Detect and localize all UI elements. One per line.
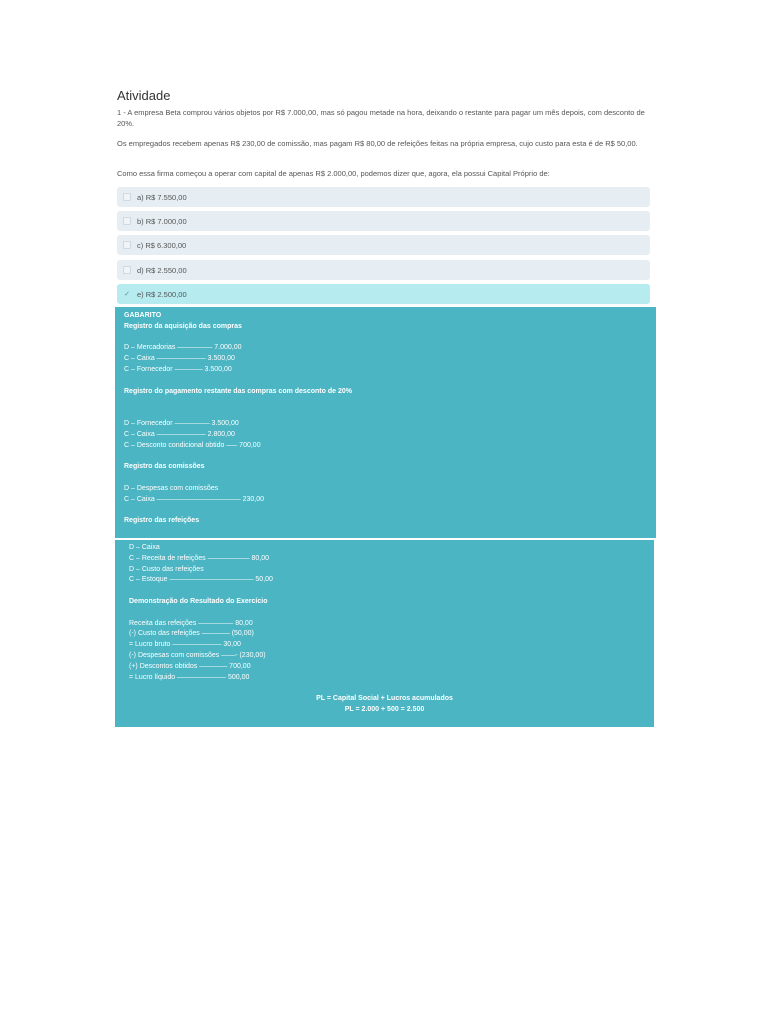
answer-key-panel: [115, 307, 656, 538]
question-paragraph-3: Como essa firma começou a operar com capital de apenas R$ 2.000,00, podemos dizer que, agora, ela possui Capital Próprio de:: [117, 169, 550, 178]
checkbox-icon[interactable]: [123, 266, 131, 274]
entry-line: C – Estoque ———————————— 50,00: [129, 576, 273, 584]
answer-key-title: GABARITO: [124, 312, 162, 319]
entry-line: C – Receita de refeições —————— 80,00: [129, 554, 270, 562]
entry-line: D – Fornecedor ————— 3.500,00: [124, 419, 239, 427]
entry-line: D – Caixa: [129, 544, 160, 551]
checkbox-icon[interactable]: [123, 193, 131, 201]
checkmark-icon[interactable]: ✓: [124, 290, 130, 298]
section-title: Registro das refeições: [124, 517, 200, 525]
option-label: d) R$ 2.550,00: [137, 265, 187, 275]
section-title: Registro do pagamento restante das compras com desconto de 20%: [124, 387, 352, 395]
dre-line: (-) Despesas com comissões ——- (230,00): [129, 651, 266, 659]
section-title: Registro da aquisição das compras: [124, 322, 242, 330]
dre-line: (+) Descontos obtidos ———— 700,00: [129, 662, 251, 670]
spacer: [124, 473, 647, 484]
spacer: [129, 586, 640, 597]
dre-line: (-) Custo das refeições ———— (50,00): [129, 630, 254, 638]
section-title: Demonstração do Resultado do Exercício: [129, 597, 268, 605]
option-label: c) R$ 6.300,00: [137, 240, 187, 250]
option-e-selected[interactable]: [117, 284, 650, 304]
spacer: [129, 683, 640, 694]
spacer: [124, 451, 647, 462]
spacer: [124, 505, 647, 516]
entry-line: D – Despesas com comissões: [124, 484, 219, 492]
option-b[interactable]: [117, 211, 650, 231]
entry-line: D – Mercadorias ————— 7.000,00: [124, 344, 242, 352]
entry-line: C – Caixa ——————— 3.500,00: [124, 355, 235, 363]
entry-line: C – Fornecedor ———— 3.500,00: [124, 365, 232, 373]
page-title: Atividade: [117, 88, 171, 103]
option-label: a) R$ 7.550,00: [137, 192, 187, 202]
spacer: [124, 333, 647, 344]
option-d[interactable]: [117, 260, 650, 280]
checkbox-icon[interactable]: [123, 217, 131, 225]
dre-line: = Lucro líquido ——————— 500,00: [129, 673, 250, 681]
spacer: [124, 397, 647, 408]
option-a[interactable]: [117, 187, 650, 207]
option-label: b) R$ 7.000,00: [137, 216, 187, 226]
question-paragraph-2: Os empregados recebem apenas R$ 230,00 de comissão, mas pagam R$ 80,00 de refeições feitas na própria empresa, cujo custo para esta é de R$ 50,00.: [117, 139, 638, 148]
section-title: Registro das comissões: [124, 463, 205, 471]
dre-line: = Lucro bruto ——————— 30,00: [129, 641, 241, 649]
spacer: [129, 608, 640, 619]
checkbox-icon[interactable]: [123, 241, 131, 249]
option-label: e) R$ 2.500,00: [137, 289, 187, 299]
spacer: [124, 376, 647, 387]
pl-formula: PL = Capital Social + Lucros acumulados: [316, 695, 453, 703]
entry-line: C – Desconto condicional obtido —– 700,00: [124, 441, 261, 449]
entry-line: C – Caixa ——————— 2.800,00: [124, 430, 235, 438]
answer-key-panel-continued: [115, 540, 654, 727]
entry-line: D – Custo das refeições: [129, 565, 204, 573]
pl-result: PL = 2.000 + 500 = 2.500: [344, 705, 425, 713]
entry-line: C – Caixa ———————————— 230,00: [124, 495, 265, 503]
question-paragraph-1: 1 - A empresa Beta comprou vários objetos por R$ 7.000,00, mas só pagou metade na hora, deixando o restante para pagar um mês depois, com desconto de 20%.: [117, 108, 645, 128]
option-c[interactable]: [117, 235, 650, 255]
spacer: [124, 408, 647, 419]
dre-line: Receita das refeições ————— 80,00: [129, 619, 253, 627]
